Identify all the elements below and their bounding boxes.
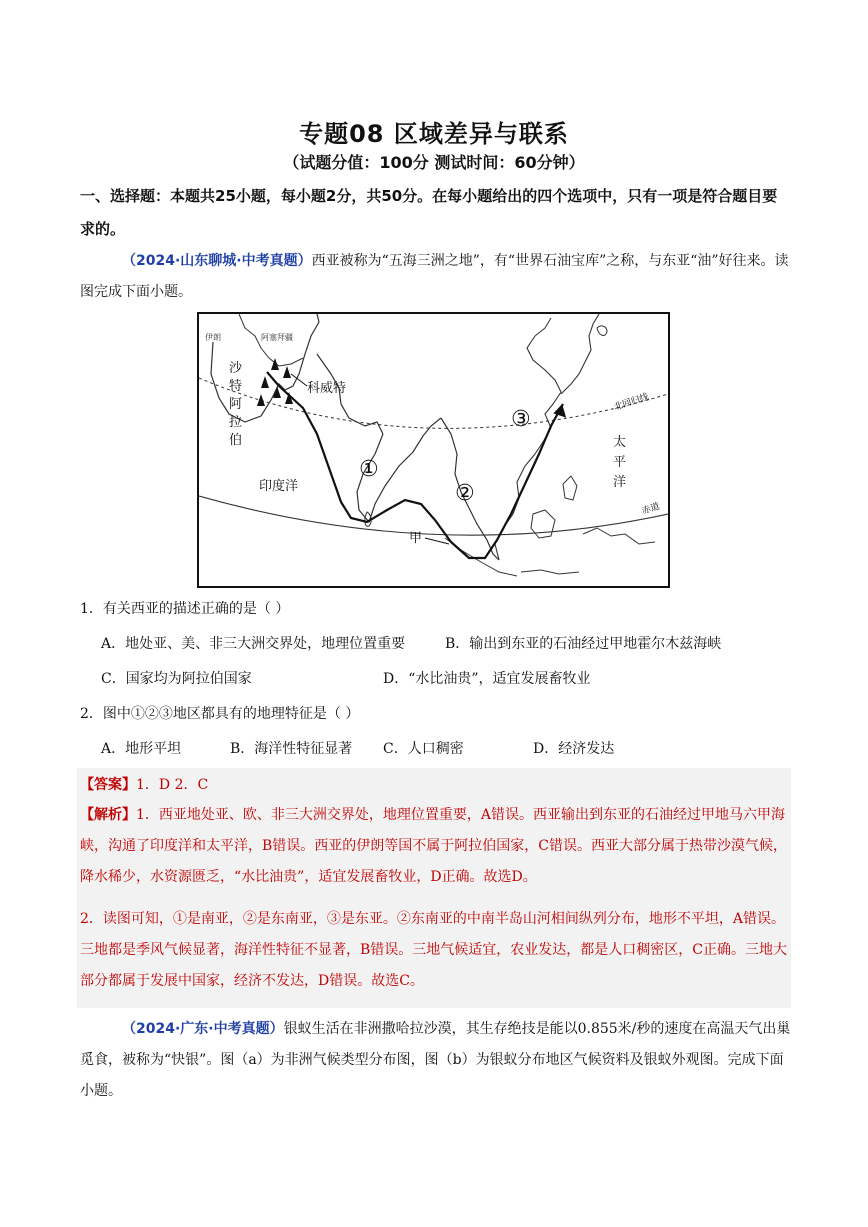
label-pacific-1: 太 xyxy=(613,435,627,450)
q1-option-d: D．“水比油贵”，适宜发展畜牧业 xyxy=(383,671,591,687)
philippines xyxy=(563,476,577,500)
intro-text-2: 银蚁生活在非洲撒哈拉沙漠，其生存绝技是能以0.855米/秒的速度在高温天气出巢觅食，被称为“快银”。图（a）为非洲气候类型分布图，图（b）为银蚁分布地区气候资料及银蚁外观图。完成下面小题。 xyxy=(80,1021,791,1099)
source-tag: （2024·山东聊城·中考真题） xyxy=(122,253,312,269)
equator-line xyxy=(199,496,668,535)
question-2-stem: 2．图中①②③地区都具有的地理特征是（ ） xyxy=(80,706,360,722)
asia-oil-route-map xyxy=(197,312,670,588)
label-kuwait: 科威特 xyxy=(307,381,347,396)
label-jia: 甲 xyxy=(409,531,423,546)
tropic-of-cancer xyxy=(199,378,668,428)
question-1-stem: 1．有关西亚的描述正确的是（ ） xyxy=(80,601,290,617)
label-pacific-2: 平 xyxy=(613,455,627,470)
borneo xyxy=(531,510,555,538)
analysis-text-1: 1．西亚地处亚、欧、非三大洲交界处，地理位置重要，A错误。西亚输出到东亚的石油经过甲地马六甲海峡，沟通了印度洋和太平洋，B错误。西亚的伊朗等国不属于阿拉伯国家，C错误。西亚大部分属于热带沙漠气候，降水稀少，水资源匮乏，“水比油贵”，适宜发展畜牧业，D正确。故选D。 xyxy=(80,807,787,885)
label-indian-ocean: 印度洋 xyxy=(259,479,299,494)
answer-line xyxy=(80,774,208,794)
label-region-3: ③ xyxy=(511,407,531,432)
label-top-left: 伊朗 xyxy=(205,333,221,342)
analysis-label: 【解析】 xyxy=(80,807,136,823)
page-title: 专题08 区域差异与联系 xyxy=(299,120,569,148)
label-saudi-5: 伯 xyxy=(229,433,243,448)
page-subtitle: （试题分值：100分 测试时间：60分钟） xyxy=(283,153,585,172)
answer-text: 1．D 2．C xyxy=(136,777,209,793)
hokkaido xyxy=(597,326,607,336)
q2-option-c: C．人口稠密 xyxy=(383,741,464,757)
label-pacific-3: 洋 xyxy=(613,475,627,490)
q2-option-b: B．海洋性特征显著 xyxy=(230,741,353,757)
map-svg xyxy=(199,314,668,586)
q2-option-a: A．地形平坦 xyxy=(101,741,182,757)
route-arrow-icon xyxy=(552,404,566,420)
label-region-1: ① xyxy=(359,457,379,482)
intro-text: 西亚被称为“五海三洲之地”，有“世界石油宝库”之称，与东亚“油”好往来。读图完成下面小题。 xyxy=(80,253,789,300)
source-tag-2: （2024·广东·中考真题） xyxy=(122,1021,284,1037)
label-saudi-4: 拉 xyxy=(229,415,243,430)
arabia-coast xyxy=(211,314,319,422)
china-coast xyxy=(527,336,561,454)
intro-paragraph-2 xyxy=(80,1014,792,1107)
q2-option-d: D．经济发达 xyxy=(533,741,615,757)
label-saudi-3: 阿 xyxy=(229,397,243,412)
label-region-2: ② xyxy=(455,481,475,506)
korea-coast xyxy=(535,318,551,336)
section-heading: 一、选择题：本题共25小题，每小题2分，共50分。在每小题给出的四个选项中，只有一项是符合题目要求的。 xyxy=(80,187,778,238)
q1-option-c: C．国家均为阿拉伯国家 xyxy=(101,671,252,687)
japan-coast xyxy=(561,314,599,394)
q1-option-b: B．输出到东亚的石油经过甲地霍尔木兹海峡 xyxy=(445,636,722,652)
q1-option-a: A．地处亚、美、非三大洲交界处，地理位置重要 xyxy=(101,636,406,652)
label-saudi-1: 沙 xyxy=(229,361,243,376)
label-saudi-2: 特 xyxy=(229,379,243,394)
analysis-paragraph-2: 2．读图可知，①是南亚，②是东南亚，③是东亚。②东南亚的中南半岛山河相间纵列分布，地形不平坦，A错误。三地都是季风气候显著，海洋性特征不显著，B错误。三地气候适宜，农业发达，都是人口稠密区，C正确。三地大部分都属于发展中国家，经济不发达，D错误。故选C。 xyxy=(80,911,787,989)
new-guinea-coast xyxy=(583,528,655,544)
answer-label: 【答案】 xyxy=(80,777,136,793)
label-equator: 赤道 xyxy=(640,501,662,517)
java-coast xyxy=(521,570,579,574)
label-top-mid: 阿塞拜疆 xyxy=(261,333,293,342)
analysis-paragraph-1 xyxy=(80,800,792,893)
intro-paragraph-1 xyxy=(80,246,792,308)
label-tropic: 北回归线 xyxy=(612,392,651,413)
